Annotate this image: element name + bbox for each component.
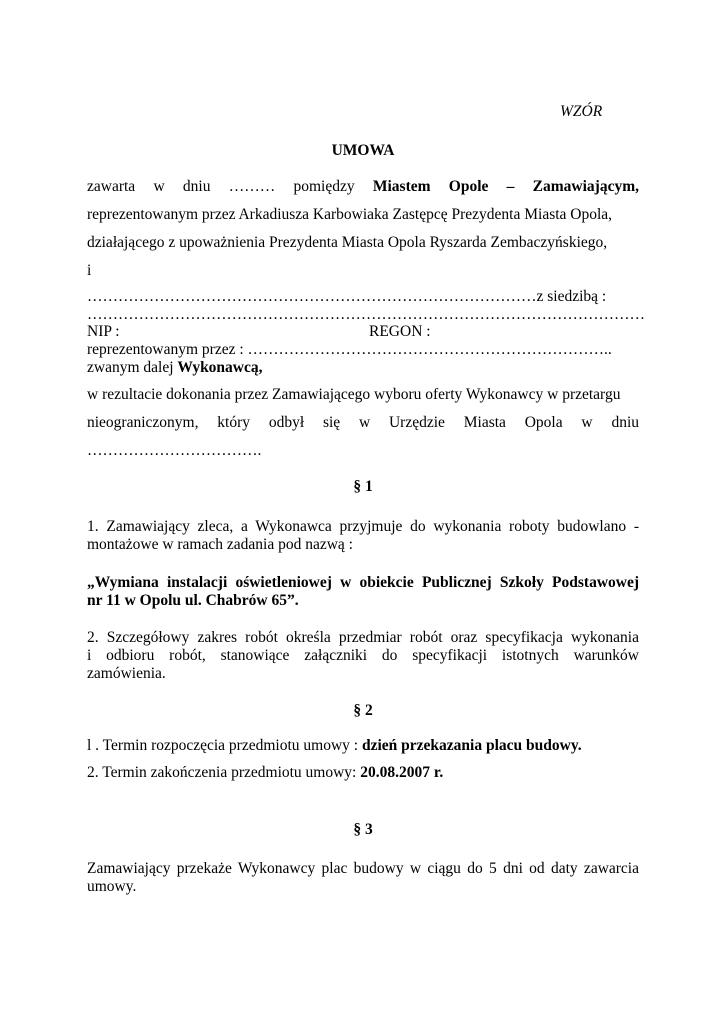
section-2-heading: § 2	[353, 702, 373, 719]
document-title: UMOWA	[331, 142, 395, 159]
called-contractor-line: zwanym dalej Wykonawcą,	[87, 359, 263, 376]
section-2-item-2: 2. Termin zakończenia przedmiotu umowy: 20.08.2007 r.	[87, 764, 444, 781]
contractor-address-blank: ………………………………………………………………………………………………	[87, 306, 645, 323]
section-1-p2-line-3: zamówienia.	[87, 665, 166, 682]
contractor-name-blank: ……………………………………………………………………………z siedzibą :	[87, 288, 607, 305]
preamble-line-2: reprezentowanym przez Arkadiusza Karbowiaka Zastępcę Prezydenta Miasta Opola,	[87, 206, 613, 223]
result-line-1: w rezultacie dokonania przez Zamawiającego wyboru oferty Wykonawcy w przetargu	[87, 386, 621, 403]
preamble-line-3: działającego z upoważnienia Prezydenta Miasta Opola Ryszarda Zembaczyńskiego,	[87, 234, 608, 251]
task-name-line-1: „Wymiana instalacji oświetleniowej w obiekcie Publicznej Szkoły Podstawowej	[87, 574, 639, 591]
preamble-line-1: zawarta w dniu ……… pomiędzy Miastem Opole – Zamawiającym,	[87, 178, 639, 195]
section-3-line-1: Zamawiający przekaże Wykonawcy plac budowy w ciągu do 5 dni od daty zawarcia	[87, 860, 639, 877]
section-1-p1-line-1: 1. Zamawiający zleca, a Wykonawca przyjmuje do wykonania roboty budowlano -	[87, 518, 639, 535]
section-1-p2-line-1: 2. Szczegółowy zakres robót określa przedmiar robót oraz specyfikacja wykonania	[87, 629, 639, 646]
task-name-line-2: nr 11 w Opolu ul. Chabrów 65”.	[87, 592, 299, 609]
section-1-p2-line-2: i odbioru robót, stanowiące załączniki do specyfikacji istotnych warunków	[87, 647, 639, 664]
regon-label: REGON :	[369, 323, 431, 340]
result-line-2: nieograniczonym, który odbył się w Urzędzie Miasta Opola w dniu	[87, 414, 639, 431]
preamble-line-4: i	[87, 262, 92, 279]
nip-label: NIP :	[87, 323, 120, 340]
result-line-3: …………………………….	[87, 442, 262, 459]
section-3-heading: § 3	[353, 821, 373, 838]
section-1-p1-line-2: montażowe w ramach zadania pod nazwą :	[87, 536, 353, 553]
section-2-item-1: l . Termin rozpoczęcia przedmiotu umowy : dzień przekazania placu budowy.	[87, 737, 582, 754]
section-1-heading: § 1	[353, 478, 373, 495]
draft-label: WZÓR	[560, 103, 603, 120]
section-3-line-2: umowy.	[87, 878, 137, 895]
represented-by-line: reprezentowanym przez : ……………………………………………………………..	[87, 341, 612, 358]
